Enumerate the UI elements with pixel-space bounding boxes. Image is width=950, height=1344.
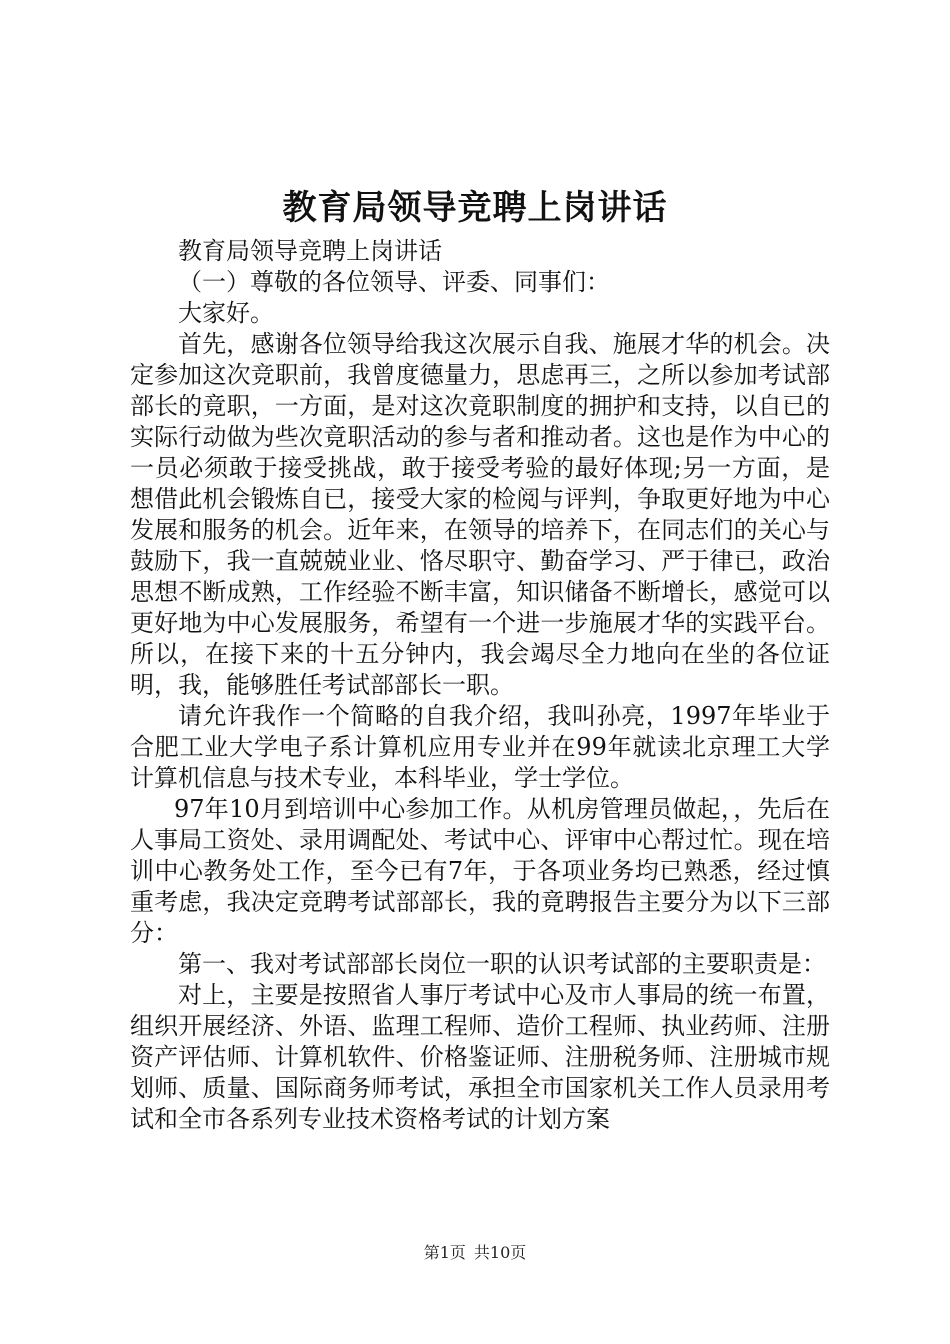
document-body bbox=[130, 236, 830, 1135]
page-footer bbox=[0, 1242, 950, 1264]
paragraph-work-history: 97年10月到培训中心参加工作。从机房管理员做起，，先后在人事局工资处、录用调配处、考试中心、评审中心帮过忙。现在培训中心教务处工作，至今已有7年，于各项业务均已熟悉，经过慎重考虑，我决定竞聘考试部部长，我的竟聘报告主要分为以下三部分： bbox=[130, 795, 830, 947]
paragraph-greeting: 大家好。 bbox=[178, 299, 274, 327]
paragraph-self-introduction: 请允许我作一个简略的自我介绍，我叫孙亮，1997年毕业于合肥工业大学电子系计算机应用专业并在99年就读北京理工大学计算机信息与技术专业，本科毕业，学士学位。 bbox=[130, 702, 830, 792]
paragraph-duties: 对上，主要是按照省人事厅考试中心及市人事局的统一布置，组织开展经济、外语、监理工程师、造价工程师、执业药师、注册资产评估师、计算机软件、价格鉴证师、注册税务师、注册城市规划师、质量、国际商务师考试，承担全市国家机关工作人员录用考试和全市各系列专业技术资格考试的计划方案 bbox=[130, 981, 830, 1133]
paragraph-subtitle: 教育局领导竞聘上岗讲话 bbox=[178, 237, 442, 265]
page-number: 第1页 bbox=[423, 1243, 466, 1262]
document-title: 教育局领导竞聘上岗讲话 bbox=[282, 188, 668, 228]
paragraph-salutation: （一）尊敬的各位领导、评委、同事们： bbox=[178, 268, 610, 296]
paragraph-section-one: 第一、我对考试部部长岗位一职的认识考试部的主要职责是： bbox=[178, 950, 826, 978]
paragraph-introduction: 首先，感谢各位领导给我这次展示自我、施展才华的机会。决定参加这次竞职前，我曾度德量力，思虑再三，之所以参加考试部部长的竟职，一方面，是对这次竟职制度的拥护和支持，以自已的实际行动做为些次竟职活动的参与者和推动者。这也是作为中心的一员必须敢于接受挑战，敢于接受考验的最好体现;另一方面，是想借此机会锻炼自已，接受大家的检阅与评判，争取更好地为中心发展和服务的机会。近年来，在领导的培养下，在同志们的关心与鼓励下，我一直兢兢业业、恪尽职守、勤奋学习、严于律已，政治思想不断成熟，工作经验不断丰富，知识储备不断增长，感觉可以更好地为中心发展服务，希望有一个进一步施展才华的实践平台。所以，在接下来的十五分钟内，我会竭尽全力地向在坐的各位证明，我，能够胜任考试部部长一职。 bbox=[130, 330, 830, 699]
page-total: 共10页 bbox=[473, 1243, 527, 1262]
